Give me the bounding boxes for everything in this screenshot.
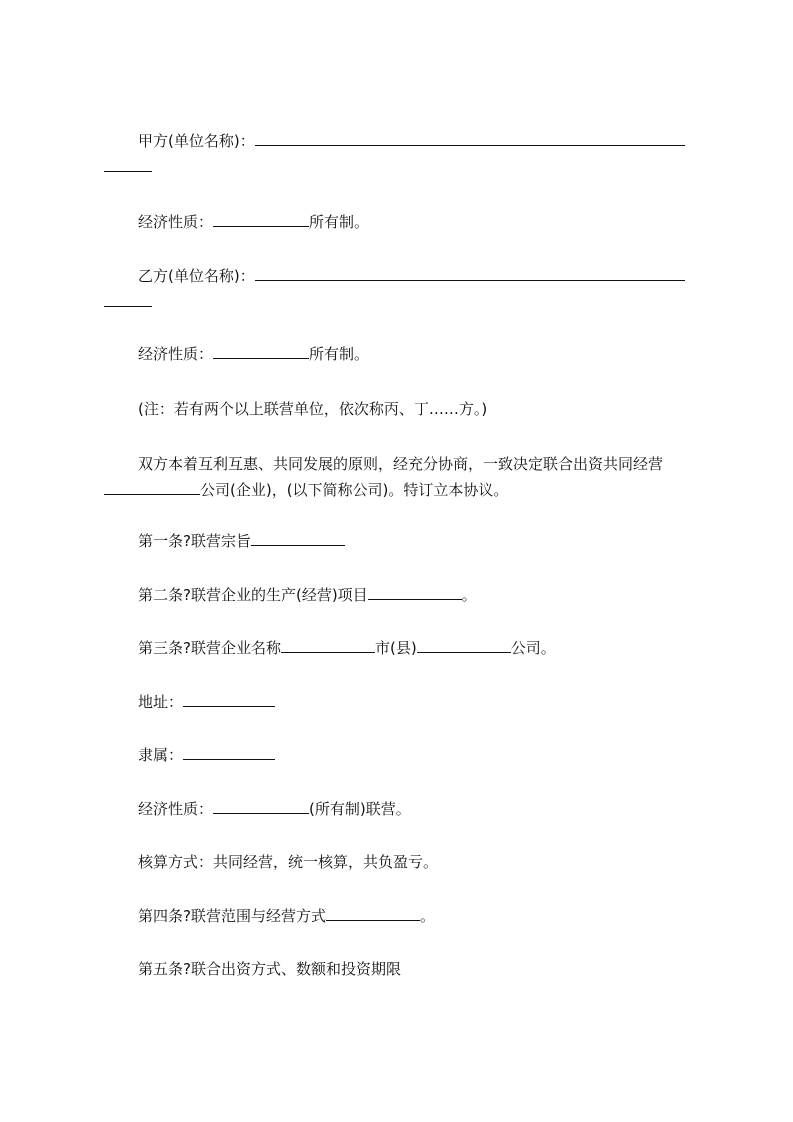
party-b-blank-2[interactable] <box>365 265 645 281</box>
article-2-blank[interactable] <box>368 584 462 600</box>
joint-ownership: (所有制)联营。 <box>309 800 411 818</box>
party-b-nature-line <box>104 342 738 366</box>
article-5-line: 第五条?联合出资方式、数额和投资期限 <box>138 960 401 978</box>
party-a-line <box>104 129 738 153</box>
party-b-wrap <box>104 290 152 314</box>
ownership-suffix: 所有制。 <box>309 345 370 363</box>
article-3-line <box>104 636 738 660</box>
ownership-suffix: 所有制。 <box>309 213 370 231</box>
affiliation-label: 隶属： <box>138 746 184 764</box>
article-4-line <box>104 904 738 928</box>
article-4-label: 第四条?联营范围与经营方式 <box>138 907 326 925</box>
city-county: 市(县) <box>374 639 417 657</box>
period: 。 <box>419 907 435 925</box>
party-a-nature-line <box>104 210 738 234</box>
party-b-nature-blank[interactable] <box>213 343 309 359</box>
nature-label: 经济性质： <box>138 213 214 231</box>
article-1-blank[interactable] <box>251 530 345 546</box>
nature-label: 经济性质： <box>138 800 214 818</box>
article-1-label: 第一条?联营宗旨 <box>138 532 251 550</box>
party-a-blank-1[interactable] <box>255 130 365 146</box>
party-a-blank-3[interactable] <box>645 130 685 146</box>
article-3-company-blank[interactable] <box>417 637 511 653</box>
intro-company-blank[interactable] <box>104 479 200 495</box>
article-1-line <box>104 529 738 553</box>
affiliation-blank[interactable] <box>183 744 275 760</box>
company-suffix: 公司。 <box>510 639 556 657</box>
note-line: (注：若有两个以上联营单位，依次称丙、丁……方。) <box>138 400 488 418</box>
party-b-blank-3[interactable] <box>645 265 685 281</box>
party-b-blank-wrap[interactable] <box>104 291 152 307</box>
party-a-label: 甲方(单位名称)： <box>138 132 255 150</box>
accounting-line: 核算方式：共同经营，统一核算，共负盈亏。 <box>138 853 439 871</box>
intro-line-2 <box>104 478 508 502</box>
intro-line-1: 双方本着互利互惠、共同发展的原则，经充分协商，一致决定联合出资共同经营 <box>138 455 664 473</box>
party-b-label: 乙方(单位名称)： <box>138 267 255 285</box>
address-blank[interactable] <box>183 691 275 707</box>
article-3-label: 第三条?联营企业名称 <box>138 639 281 657</box>
party-a-blank-wrap[interactable] <box>104 156 152 172</box>
party-b-line <box>104 264 738 288</box>
party-b-blank-1[interactable] <box>255 265 365 281</box>
party-a-nature-blank[interactable] <box>213 211 309 227</box>
nature-label: 经济性质： <box>138 345 214 363</box>
address-label: 地址： <box>138 693 184 711</box>
enterprise-nature-blank[interactable] <box>213 798 309 814</box>
period: 。 <box>461 586 477 604</box>
party-a-wrap <box>104 155 152 179</box>
article-2-line <box>104 583 738 607</box>
article-4-blank[interactable] <box>326 905 420 921</box>
enterprise-nature-line <box>104 797 738 821</box>
party-a-blank-2[interactable] <box>365 130 645 146</box>
address-line <box>104 690 738 714</box>
article-3-name-blank[interactable] <box>281 637 375 653</box>
intro-line-2-suffix: 公司(企业)，(以下简称公司)。特订立本协议。 <box>200 481 509 499</box>
article-2-label: 第二条?联营企业的生产(经营)项目 <box>138 586 368 604</box>
affiliation-line <box>104 743 738 767</box>
